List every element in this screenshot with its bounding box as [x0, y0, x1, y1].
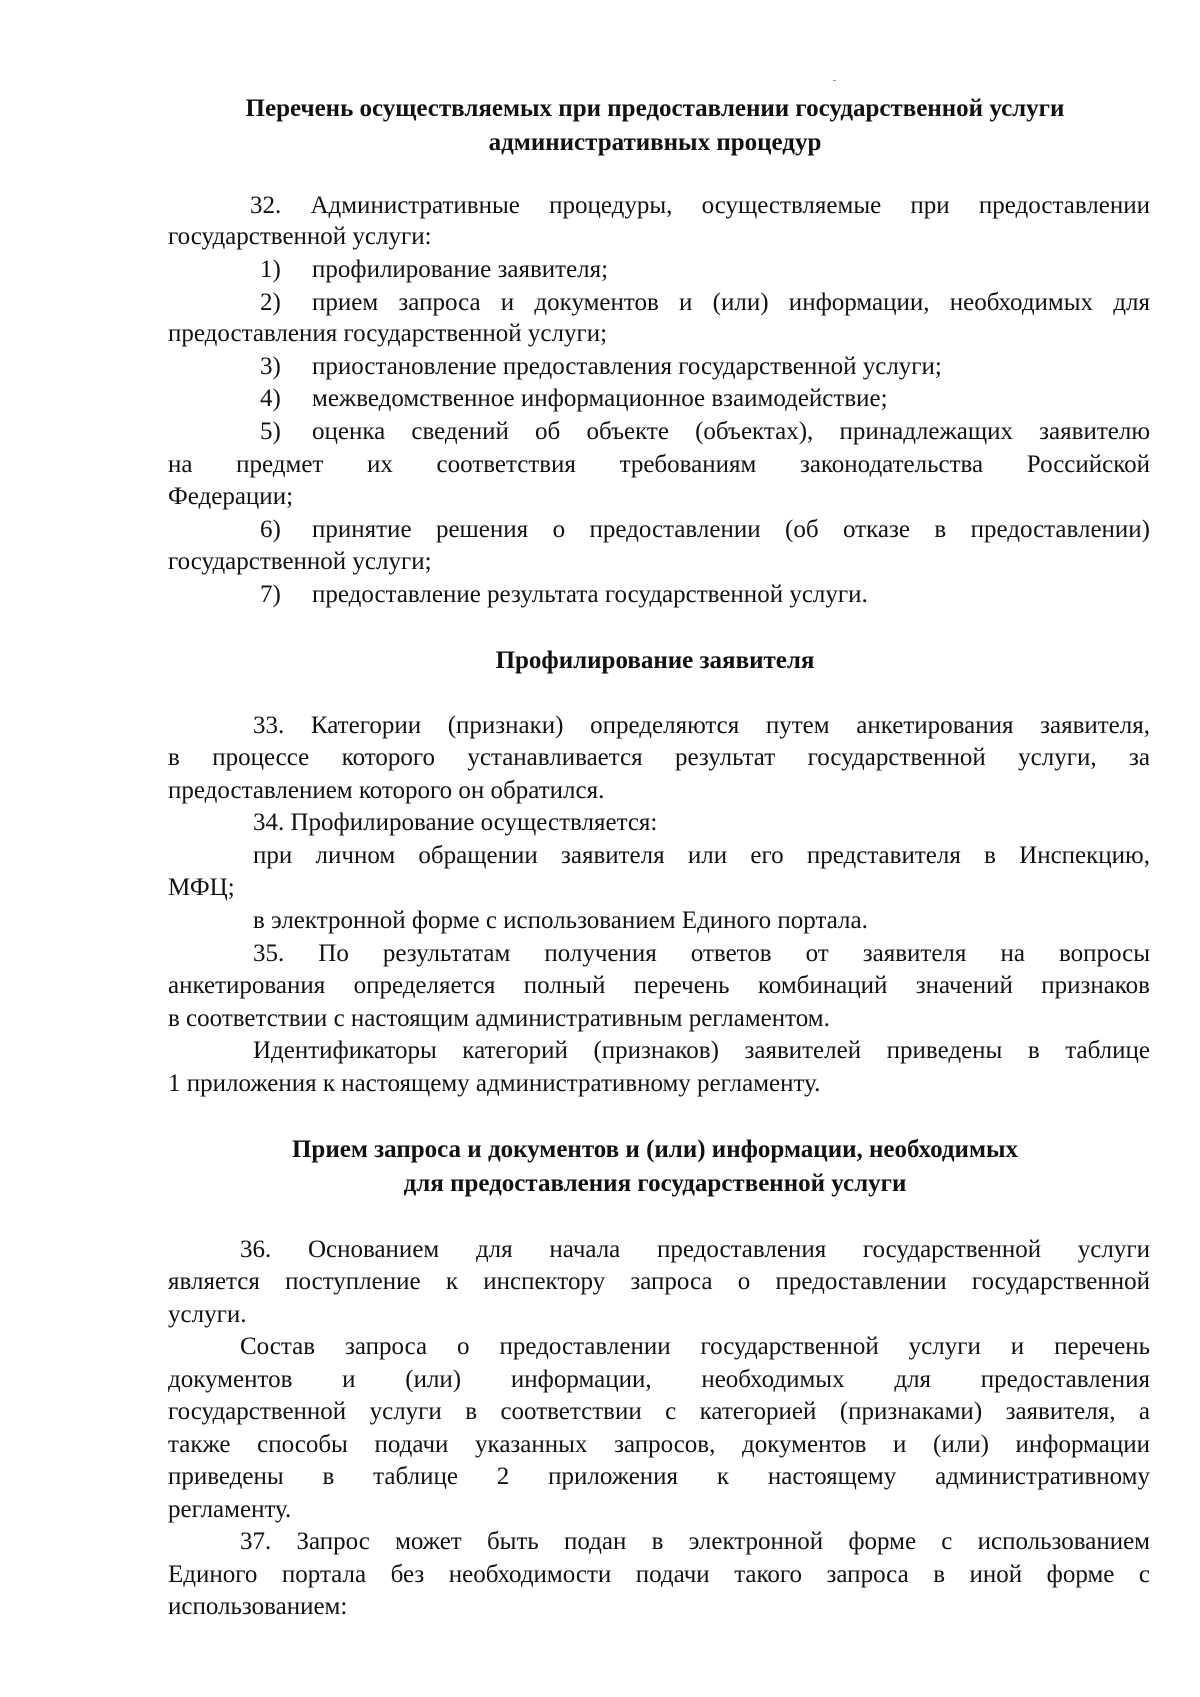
- paragraph-37-line: 37. Запрос может быть подан в электронной форме с использованием: [240, 1528, 1150, 1555]
- list-item: [260, 383, 888, 415]
- paragraph-36-line: приведены в таблице 2 приложения к настоящему административному: [168, 1463, 1150, 1490]
- paragraph-36-line: 36. Основанием для начала предоставления государственной услуги: [240, 1236, 1150, 1263]
- list-item-text: оценка сведений об объекте (объектах), принадлежащих заявителю: [312, 418, 1150, 445]
- list-item-text: приостановление предоставления государственной услуги;: [312, 353, 942, 380]
- paragraph-34-line: МФЦ;: [168, 874, 235, 901]
- heading-line: Перечень осуществляемых при предоставлении государственной услуги: [245, 95, 1065, 122]
- paragraph-33-line: предоставлением которого он обратился.: [168, 777, 605, 804]
- paragraph-32-line: государственной услуги:: [168, 223, 432, 250]
- paragraph-35-line: анкетирования определяется полный перечень комбинаций значений признаков: [168, 972, 1150, 999]
- list-item: [260, 514, 1150, 546]
- paragraph-34-line: 34. Профилирование осуществляется:: [253, 809, 658, 836]
- list-item: [260, 287, 1150, 319]
- list-item-number: 2): [260, 289, 281, 316]
- list-item: [260, 254, 608, 286]
- heading-line: для предоставления государственной услуги: [403, 1170, 907, 1197]
- list-item-number: 6): [260, 516, 281, 543]
- heading-line: административных процедур: [488, 129, 822, 156]
- list-item-continuation: Федерации;: [168, 483, 294, 510]
- list-item-continuation: предоставления государственной услуги;: [168, 320, 608, 347]
- list-item-continuation: на предмет их соответствия требованиям законодательства Российской: [168, 451, 1150, 478]
- list-item-number: 7): [260, 581, 281, 608]
- paragraph-36-line: также способы подачи указанных запросов, документов и (или) информации: [168, 1431, 1150, 1458]
- paragraph-35-line: Идентификаторы категорий (признаков) заявителей приведены в таблице: [253, 1037, 1150, 1064]
- paragraph-36-line: услуги.: [168, 1301, 247, 1328]
- paragraph-36-line: документов и (или) информации, необходимых для предоставления: [168, 1366, 1150, 1393]
- list-item-text: предоставление результата государственной услуги.: [312, 581, 868, 608]
- paragraph-34-line: в электронной форме с использованием Единого портала.: [253, 907, 868, 934]
- list-item-number: 4): [260, 385, 281, 412]
- list-item-text: прием запроса и документов и (или) информации, необходимых для: [312, 289, 1150, 316]
- paragraph-37-line: Единого портала без необходимости подачи такого запроса в иной форме с: [168, 1561, 1150, 1588]
- paragraph-35-line: в соответствии с настоящим административным регламентом.: [168, 1005, 830, 1032]
- paragraph-33-line: 33. Категории (признаки) определяются путем анкетирования заявителя,: [253, 712, 1150, 739]
- list-item-text: принятие решения о предоставлении (об отказе в предоставлении): [312, 516, 1150, 543]
- list-item: [260, 416, 1150, 448]
- list-item-number: 1): [260, 256, 281, 283]
- paragraph-36-line: государственной услуги в соответствии с категорией (признаками) заявителя, а: [168, 1398, 1150, 1425]
- paragraph-36-line: Состав запроса о предоставлении государственной услуги и перечень: [240, 1333, 1150, 1360]
- scan-speck: [833, 80, 836, 81]
- paragraph-35-line: 1 приложения к настоящему административному регламенту.: [168, 1070, 821, 1097]
- paragraph-32-line: 32. Административные процедуры, осуществляемые при предоставлении: [250, 192, 1150, 219]
- list-item: [260, 351, 942, 383]
- paragraph-35-line: 35. По результатам получения ответов от заявителя на вопросы: [253, 940, 1150, 967]
- paragraph-36-line: является поступление к инспектору запроса о предоставлении государственной: [168, 1268, 1150, 1295]
- list-item-text: межведомственное информационное взаимодействие;: [312, 385, 888, 412]
- list-item: [260, 579, 868, 611]
- paragraph-36-line: регламенту.: [168, 1496, 292, 1523]
- list-item-text: профилирование заявителя;: [312, 256, 609, 283]
- paragraph-37-line: использованием:: [168, 1593, 348, 1620]
- paragraph-34-line: при личном обращении заявителя или его представителя в Инспекцию,: [253, 842, 1150, 869]
- section-heading-profiling: Профилирование заявителя: [495, 647, 815, 674]
- section-heading-procedures: [160, 92, 1150, 160]
- list-item-number: 3): [260, 353, 281, 380]
- section-heading-request-intake: [160, 1133, 1150, 1201]
- heading-line: Прием запроса и документов и (или) информации, необходимых: [291, 1136, 1018, 1163]
- list-item-continuation: государственной услуги;: [168, 548, 432, 575]
- list-item-number: 5): [260, 418, 281, 445]
- paragraph-33-line: в процессе которого устанавливается результат государственной услуги, за: [168, 744, 1150, 771]
